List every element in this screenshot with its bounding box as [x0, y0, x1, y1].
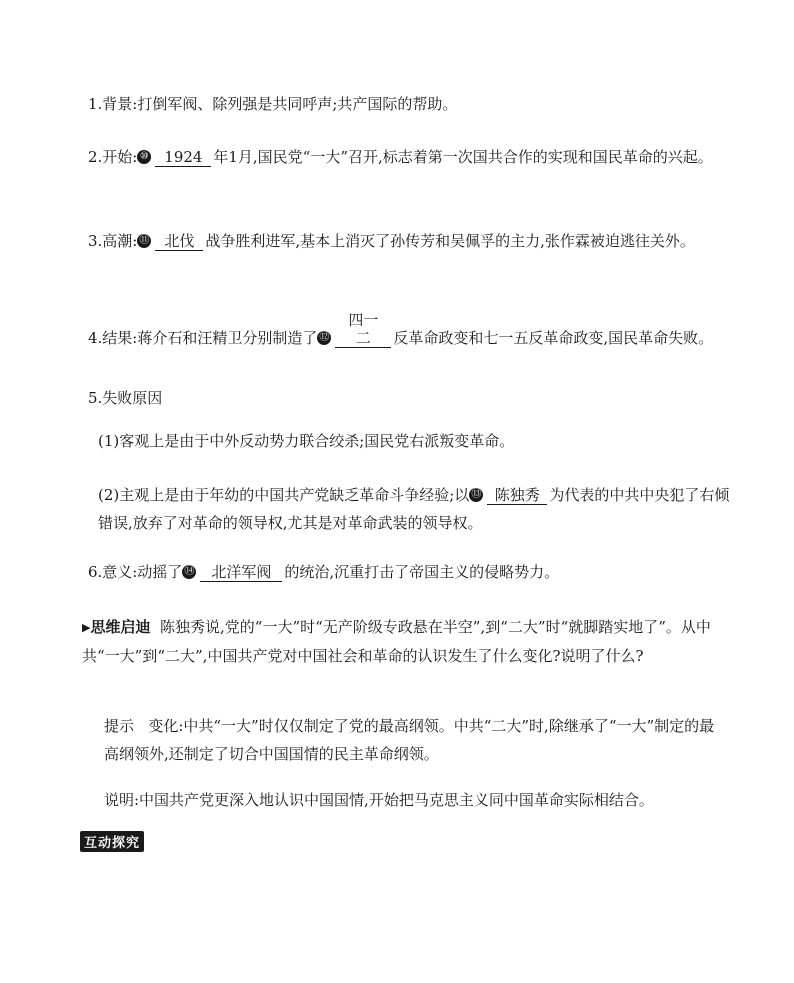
- item-result-suffix: 反革命政变和七一五反革命政变,国民革命失败。: [393, 329, 714, 347]
- item-failure-subjective-suffix: 为代表的中共中央犯了右倾错误,放弃了对革命的领导权,尤其是对革命武装的领导权。: [98, 486, 730, 532]
- item-start-prefix: 2.开始:: [88, 148, 138, 166]
- blank-10-marker: ⑩: [137, 150, 151, 164]
- section-badge: [80, 831, 144, 851]
- item-significance-prefix: 6.意义:动摇了: [88, 563, 183, 581]
- item-background-text: 1.背景:打倒军阀、除列强是共同呼声;共产国际的帮助。: [88, 95, 458, 113]
- explain-text: 说明:中国共产党更深入地认识中国国情,开始把马克思主义同中国革命实际相结合。: [104, 791, 654, 809]
- item-climax-suffix: 战争胜利进军,基本上消灭了孙传芳和吴佩孚的主力,张作霖被迫逃往关外。: [205, 232, 695, 250]
- item-start-suffix: 年1月,国民党“一大”召开,标志着第一次国共合作的实现和国民革命的兴起。: [213, 148, 713, 166]
- item-failure-heading: [88, 384, 720, 412]
- thinking-prompt: [82, 613, 714, 670]
- blank-13-answer: 陈独秀: [487, 486, 547, 505]
- item-climax-prefix: 3.高潮:: [88, 232, 138, 250]
- thinking-text: 陈独秀说,党的“一大”时“无产阶级专政悬在半空”,到“二大”时“就脚踏实地了”。从中共“一大”到“二大”,中国共产党对中国社会和革命的认识发生了什么变化?说明了什么?: [82, 618, 711, 665]
- thinking-label: 思维启迪: [90, 618, 151, 636]
- triangle-icon: ▶: [82, 621, 91, 634]
- item-climax: [88, 227, 720, 255]
- item-result-prefix: 4.结果:蒋介石和汪精卫分别制造了: [88, 329, 318, 347]
- section-badge-label: 互动探究: [80, 831, 144, 852]
- blank-12-answer: 四一二: [335, 311, 391, 348]
- blank-14-answer: 北洋军阀: [200, 563, 282, 582]
- item-start: [88, 143, 720, 171]
- item-failure-heading-text: 5.失败原因: [88, 389, 163, 407]
- item-failure-subjective: [98, 481, 730, 537]
- item-failure-objective-text: (1)客观上是由于中外反动势力联合绞杀;国民党右派叛变革命。: [98, 432, 515, 450]
- blank-11-marker: ⑪: [139, 235, 150, 246]
- item-result: [88, 311, 720, 352]
- hint-label: 提示: [104, 717, 135, 735]
- item-failure-subjective-prefix: (2)主观上是由于年幼的中国共产党缺乏革命斗争经验;以: [98, 486, 470, 504]
- blank-12-marker: ⑫: [319, 332, 330, 343]
- item-background: [88, 90, 720, 118]
- blank-10-answer: 1924: [155, 148, 211, 167]
- item-significance-suffix: 的统治,沉重打击了帝国主义的侵略势力。: [284, 563, 560, 581]
- hint-block: [104, 712, 724, 768]
- blank-14-marker: ⑭: [184, 566, 195, 577]
- item-significance: [88, 558, 720, 586]
- explain-block: [104, 786, 724, 814]
- blank-13-marker: ⑬: [471, 489, 482, 500]
- item-failure-objective: [98, 427, 730, 455]
- hint-text: 变化:中共“一大”时仅仅制定了党的最高纲领。中共“二大”时,除继承了“一大”制定的最高纲领外,还制定了切合中国国情的民主革命纲领。: [104, 717, 715, 763]
- blank-11-answer: 北伐: [155, 232, 203, 251]
